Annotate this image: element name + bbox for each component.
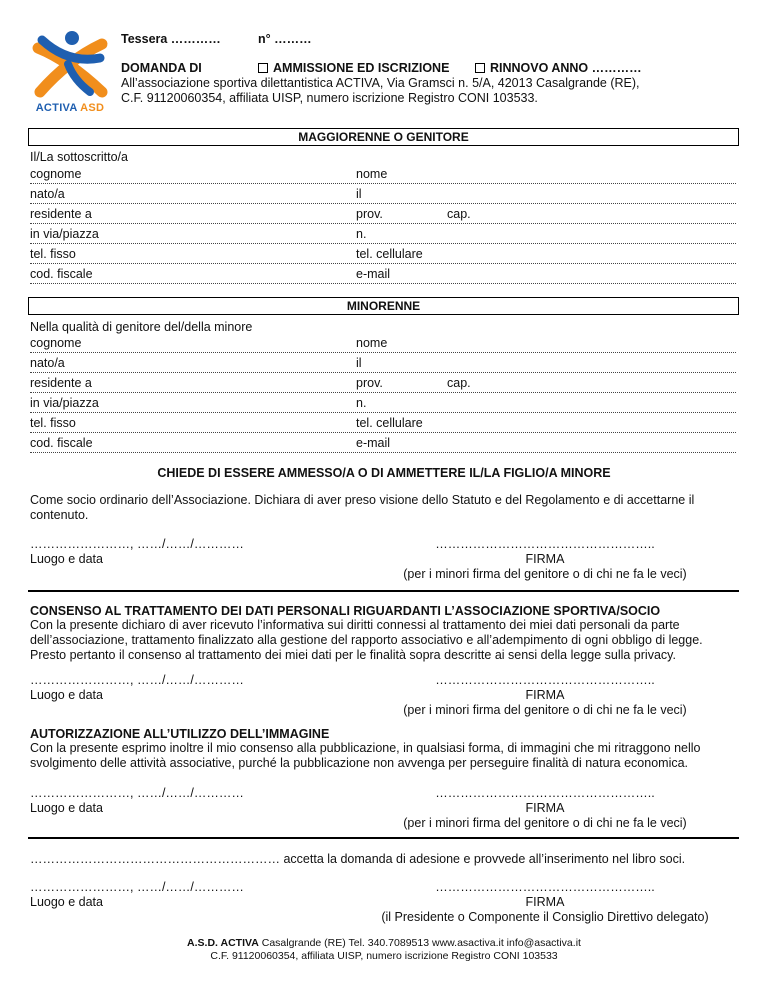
form-row[interactable] [30,333,736,353]
signature-dots-2[interactable]: …………………………………………….. [435,673,655,687]
form-row[interactable] [30,373,736,393]
place-date-dots-2[interactable]: ……………………, ……/……/………… [30,673,244,687]
place-date-label-4: Luogo e data [30,895,103,909]
form-row[interactable] [30,413,736,433]
form-row[interactable] [30,224,736,244]
form-row[interactable] [30,353,736,373]
form-row[interactable] [30,244,736,264]
activa-logo [28,30,112,120]
form-row[interactable] [30,393,736,413]
place-date-label-2: Luogo e data [30,688,103,702]
field-label-right: prov. [356,376,383,390]
signature-label-3: FIRMA [525,801,565,815]
consent-text: Con la presente dichiaro di aver ricevuto l’informativa sui diritti connessi al trattamento dei miei dati personali da parte dell’associazione, trattamento finalizzato alla gestione del rapporto associativo e all’adempimento di ogni obbligo di legge. Presto pertanto il consenso al trattamento dei miei dati per le finalità sopra descritte ai sensi della legge sulla privacy. [30,618,703,662]
numero-field: n° ……… [258,32,312,46]
place-date-label-3: Luogo e data [30,801,103,815]
address-line-2: C.F. 91120060354, affiliata UISP, numero iscrizione Registro CONI 103533. [121,91,538,105]
footer-line-2: C.F. 91120060354, affiliata UISP, numero iscrizione Registro CONI 103533 [210,950,558,962]
logo-wordmark: ACTIVA ASD [35,102,105,114]
field-label-right: tel. cellulare [356,416,423,430]
adult-intro: Il/La sottoscritto/a [30,150,128,164]
section-title-adult: MAGGIORENNE O GENITORE [28,128,739,146]
field-label-left: tel. fisso [30,416,76,430]
field-label-right: il [356,356,362,370]
rinnovo-checkbox[interactable] [475,63,485,73]
minor-intro: Nella qualità di genitore del/della minore [30,320,253,334]
field-label-left: cognome [30,167,82,181]
field-label-left: cod. fiscale [30,436,93,450]
signature-label-2: FIRMA [525,688,565,702]
field-label-right: il [356,187,362,201]
field-label-left: in via/piazza [30,227,99,241]
form-row[interactable] [30,264,736,284]
field-label-right: prov. [356,207,383,221]
form-row[interactable] [30,204,736,224]
signature-block-2 [380,673,710,718]
place-date-dots-1[interactable]: ……………………, ……/……/………… [30,537,244,551]
field-label-left: residente a [30,207,92,221]
field-label-left: in via/piazza [30,396,99,410]
acceptance-line: …………………………………………………… accetta la domanda di adesione e provvede all’inserimento nel libro soci. [30,852,686,866]
signature-note-2: (per i minori firma del genitore o di chi ne fa le veci) [403,703,687,717]
request-text: Come socio ordinario dell’Associazione. Dichiara di aver preso visione dello Statuto e del Regolamento e di accettarne il contenuto. [30,493,695,522]
field-label-left: tel. fisso [30,247,76,261]
domanda-di-label: DOMANDA DI [121,61,202,75]
field-label-left: residente a [30,376,92,390]
signature-note-3: (per i minori firma del genitore o di chi ne fa le veci) [403,816,687,830]
field-label-right: e-mail [356,436,391,450]
image-auth-text: Con la presente esprimo inoltre il mio consenso alla pubblicazione, in qualsiasi forma, di immagini che mi ritraggono nello svolgimento delle attività associative, purché la pubblicazione non avvenga per perseguire finalità di natura economica. [30,741,701,770]
field-label-cap: cap. [447,207,471,221]
rinnovo-option: RINNOVO ANNO ………… [475,61,642,75]
field-label-right: n. [356,227,367,241]
field-label-cap: cap. [447,376,471,390]
signature-label-4: FIRMA [525,895,565,909]
section-title-minor: MINORENNE [28,297,739,315]
field-label-left: cod. fiscale [30,267,93,281]
signature-note-1: (per i minori firma del genitore o di chi ne fa le veci) [403,567,687,581]
form-row[interactable] [30,164,736,184]
form-row[interactable] [30,433,736,453]
signature-label-1: FIRMA [525,552,565,566]
field-label-right: nome [356,336,388,350]
logo-figure-icon [28,30,112,102]
request-title: CHIEDE DI ESSERE AMMESSO/A O DI AMMETTERE IL/LA FIGLIO/A MINORE [157,466,611,480]
footer-line-1: A.S.D. ACTIVA Casalgrande (RE) Tel. 340.7089513 www.asactiva.it info@asactiva.it [187,937,581,949]
ammissione-option: AMMISSIONE ED ISCRIZIONE [258,61,449,75]
field-label-left: nato/a [30,356,65,370]
form-row[interactable] [30,184,736,204]
section-divider-2 [28,837,739,839]
signature-block-1 [380,537,710,582]
signature-block-4 [380,880,710,925]
signature-dots-4[interactable]: …………………………………………….. [435,880,655,894]
field-label-left: cognome [30,336,82,350]
field-label-left: nato/a [30,187,65,201]
ammissione-checkbox[interactable] [258,63,268,73]
president-note: (il Presidente o Componente il Consiglio Direttivo delegato) [381,910,709,924]
consent-title: CONSENSO AL TRATTAMENTO DEI DATI PERSONALI RIGUARDANTI L’ASSOCIAZIONE SPORTIVA/SOCIO [30,604,661,618]
place-date-dots-4[interactable]: ……………………, ……/……/………… [30,880,244,894]
field-label-right: e-mail [356,267,391,281]
image-auth-title: AUTORIZZAZIONE ALL’UTILIZZO DELL’IMMAGINE [30,727,330,741]
field-label-right: nome [356,167,388,181]
section-divider-1 [28,590,739,592]
signature-dots-1[interactable]: …………………………………………….. [435,537,655,551]
tessera-field: Tessera ………… [121,32,221,46]
field-label-right: n. [356,396,367,410]
place-date-label-1: Luogo e data [30,552,103,566]
address-line-1: All’associazione sportiva dilettantistica ACTIVA, Via Gramsci n. 5/A, 42013 Casalgrande (RE), [121,76,640,90]
place-date-dots-3[interactable]: ……………………, ……/……/………… [30,786,244,800]
field-label-right: tel. cellulare [356,247,423,261]
signature-dots-3[interactable]: …………………………………………….. [435,786,655,800]
signature-block-3 [380,786,710,831]
